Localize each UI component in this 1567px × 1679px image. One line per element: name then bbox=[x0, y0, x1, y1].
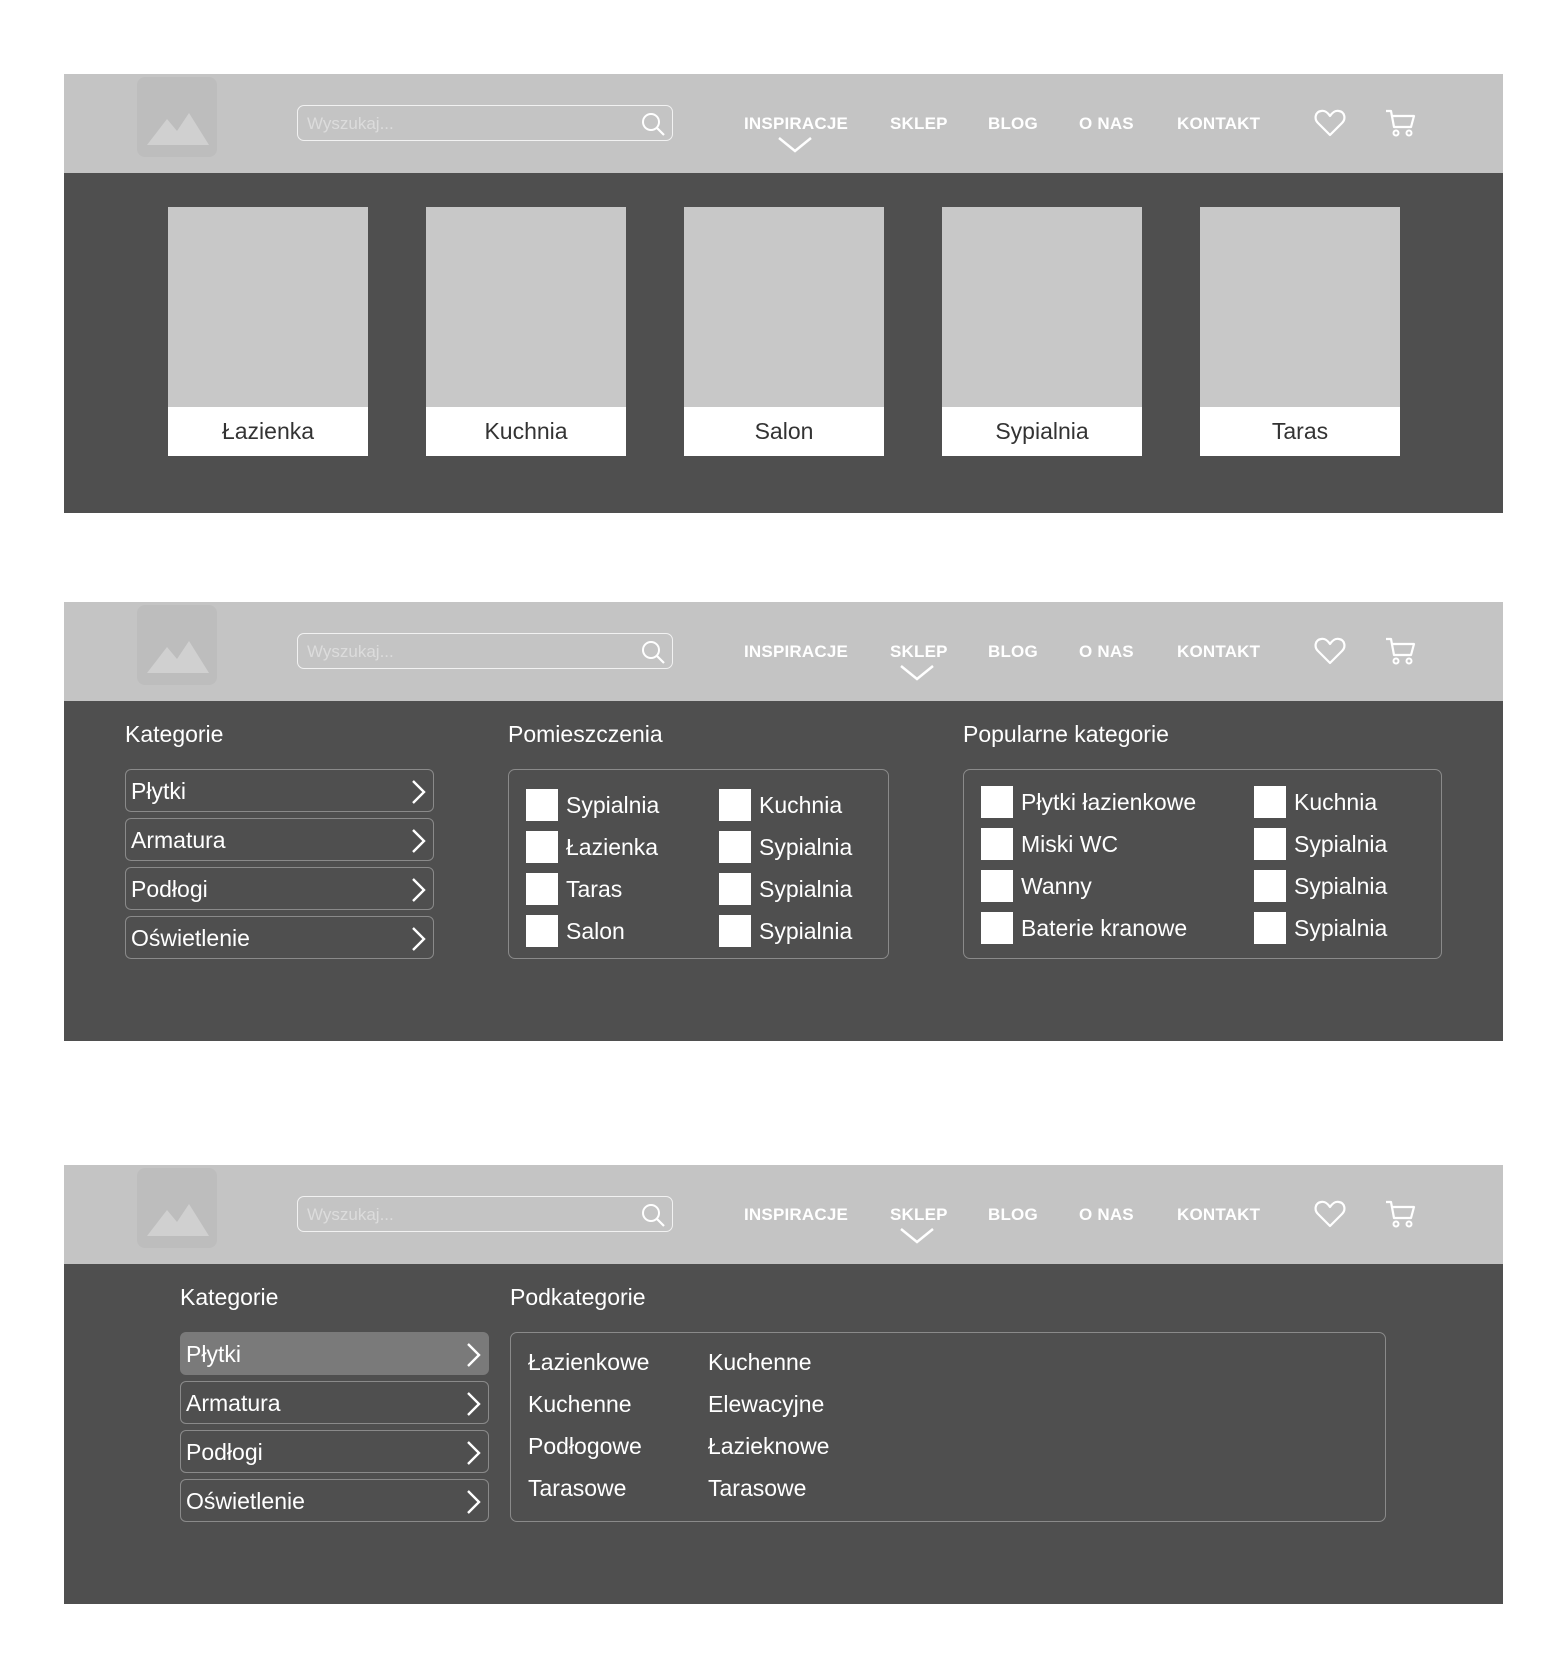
rooms-filter-box bbox=[508, 769, 889, 959]
checkbox[interactable] bbox=[719, 789, 751, 821]
categories-heading: Kategorie bbox=[180, 1284, 279, 1310]
subcategory-link[interactable]: Tarasowe bbox=[708, 1475, 807, 1501]
room-card-lazienka[interactable] bbox=[168, 207, 368, 456]
checkbox[interactable] bbox=[1254, 828, 1286, 860]
search-input[interactable] bbox=[305, 1197, 639, 1232]
nav-kontakt[interactable]: KONTAKT bbox=[1177, 642, 1261, 661]
checkbox[interactable] bbox=[719, 915, 751, 947]
category-label: Podłogi bbox=[131, 876, 208, 902]
room-card-kuchnia[interactable] bbox=[426, 207, 626, 456]
checkbox[interactable] bbox=[981, 912, 1013, 944]
logo-placeholder-icon[interactable] bbox=[137, 1168, 217, 1248]
room-option-label: Taras bbox=[566, 876, 623, 902]
popular-option-label: Kuchnia bbox=[1294, 789, 1378, 815]
chevron-down-icon bbox=[899, 1227, 935, 1245]
logo-placeholder-icon[interactable] bbox=[137, 605, 217, 685]
checkbox[interactable] bbox=[981, 828, 1013, 860]
category-item-oswietlenie[interactable] bbox=[180, 1479, 489, 1522]
nav-blog[interactable]: BLOG bbox=[988, 642, 1038, 661]
chevron-down-icon bbox=[777, 136, 813, 154]
nav-blog[interactable]: BLOG bbox=[988, 1205, 1038, 1224]
search-icon[interactable] bbox=[640, 1202, 666, 1228]
chevron-right-icon bbox=[465, 1342, 481, 1368]
nav-sklep[interactable]: SKLEP bbox=[890, 642, 948, 661]
nav-blog[interactable]: BLOG bbox=[988, 114, 1038, 133]
subcategory-link[interactable]: Podłogowe bbox=[528, 1433, 642, 1459]
room-image bbox=[684, 207, 884, 407]
checkbox[interactable] bbox=[526, 789, 558, 821]
category-label: Oświetlenie bbox=[186, 1488, 305, 1514]
nav-inspiracje[interactable]: INSPIRACJE bbox=[744, 1205, 849, 1224]
popular-option-label: Baterie kranowe bbox=[1021, 915, 1188, 941]
category-label: Oświetlenie bbox=[131, 925, 250, 951]
checkbox[interactable] bbox=[526, 915, 558, 947]
popular-option-label: Płytki łazienkowe bbox=[1021, 789, 1197, 815]
chevron-right-icon bbox=[410, 779, 426, 805]
category-label: Płytki bbox=[186, 1341, 241, 1367]
room-label: Taras bbox=[1200, 407, 1400, 456]
nav-sklep[interactable]: SKLEP bbox=[890, 114, 948, 133]
category-item-plytki[interactable] bbox=[125, 769, 434, 812]
site-header bbox=[64, 1165, 1503, 1264]
room-label: Kuchnia bbox=[426, 407, 626, 456]
category-item-oswietlenie[interactable] bbox=[125, 916, 434, 959]
room-card-sypialnia[interactable] bbox=[942, 207, 1142, 456]
chevron-down-icon bbox=[899, 664, 935, 682]
sklep-subcategory-dropdown bbox=[64, 1264, 1503, 1604]
chevron-right-icon bbox=[465, 1440, 481, 1466]
popular-option-label: Wanny bbox=[1021, 873, 1092, 899]
checkbox[interactable] bbox=[981, 870, 1013, 902]
category-label: Podłogi bbox=[186, 1439, 263, 1465]
room-option-label: Sypialnia bbox=[759, 918, 853, 944]
mockup-sklep-subcategories bbox=[64, 1165, 1503, 1604]
room-card-salon[interactable] bbox=[684, 207, 884, 456]
subcategory-link[interactable]: Elewacyjne bbox=[708, 1391, 825, 1417]
subcategories-box bbox=[510, 1332, 1386, 1522]
chevron-right-icon bbox=[465, 1489, 481, 1515]
inspiracje-dropdown bbox=[64, 173, 1503, 513]
category-item-armatura[interactable] bbox=[180, 1381, 489, 1424]
search-input[interactable] bbox=[305, 634, 639, 669]
category-item-plytki[interactable] bbox=[180, 1332, 489, 1375]
checkbox[interactable] bbox=[719, 831, 751, 863]
popular-heading: Popularne kategorie bbox=[963, 721, 1169, 747]
room-image bbox=[1200, 207, 1400, 407]
popular-option-label: Sypialnia bbox=[1294, 831, 1388, 857]
checkbox[interactable] bbox=[1254, 912, 1286, 944]
cart-icon[interactable] bbox=[1384, 108, 1416, 138]
checkbox[interactable] bbox=[981, 786, 1013, 818]
nav-kontakt[interactable]: KONTAKT bbox=[1177, 1205, 1261, 1224]
room-card-taras[interactable] bbox=[1200, 207, 1400, 456]
nav-sklep[interactable]: SKLEP bbox=[890, 1205, 948, 1224]
category-item-armatura[interactable] bbox=[125, 818, 434, 861]
subcategory-link[interactable]: Tarasowe bbox=[528, 1475, 627, 1501]
heart-icon[interactable] bbox=[1314, 1199, 1346, 1229]
nav-inspiracje[interactable]: INSPIRACJE bbox=[744, 642, 849, 661]
categories-heading: Kategorie bbox=[125, 721, 224, 747]
nav-inspiracje[interactable]: INSPIRACJE bbox=[744, 114, 849, 133]
mockup-sklep-filters bbox=[64, 602, 1503, 1041]
search-input[interactable] bbox=[305, 106, 639, 141]
heart-icon[interactable] bbox=[1314, 636, 1346, 666]
nav-o-nas[interactable]: O NAS bbox=[1079, 642, 1134, 661]
subcategories-heading: Podkategorie bbox=[510, 1284, 646, 1310]
nav-kontakt[interactable]: KONTAKT bbox=[1177, 114, 1261, 133]
subcategory-link[interactable]: Kuchenne bbox=[528, 1391, 632, 1417]
nav-o-nas[interactable]: O NAS bbox=[1079, 1205, 1134, 1224]
category-label: Armatura bbox=[186, 1390, 281, 1416]
heart-icon[interactable] bbox=[1314, 108, 1346, 138]
popular-option-label: Miski WC bbox=[1021, 831, 1119, 857]
cart-icon[interactable] bbox=[1384, 1199, 1416, 1229]
room-option-label: Sypialnia bbox=[759, 834, 853, 860]
search-icon[interactable] bbox=[640, 111, 666, 137]
room-image bbox=[168, 207, 368, 407]
checkbox[interactable] bbox=[1254, 786, 1286, 818]
subcategory-link[interactable]: Łazienkowe bbox=[528, 1349, 650, 1375]
sklep-dropdown bbox=[64, 701, 1503, 1041]
room-option-label: Sypialnia bbox=[566, 792, 660, 818]
checkbox[interactable] bbox=[1254, 870, 1286, 902]
room-label: Salon bbox=[684, 407, 884, 456]
checkbox[interactable] bbox=[526, 831, 558, 863]
room-option-label: Łazienka bbox=[566, 834, 659, 860]
search-box bbox=[297, 1196, 673, 1232]
search-icon[interactable] bbox=[640, 639, 666, 665]
popular-option-label: Sypialnia bbox=[1294, 915, 1388, 941]
cart-icon[interactable] bbox=[1384, 636, 1416, 666]
chevron-right-icon bbox=[465, 1391, 481, 1417]
room-image bbox=[426, 207, 626, 407]
category-item-podlogi[interactable] bbox=[180, 1430, 489, 1473]
chevron-right-icon bbox=[410, 926, 426, 952]
popular-option-label: Sypialnia bbox=[1294, 873, 1388, 899]
room-option-label: Salon bbox=[566, 918, 625, 944]
subcategory-link[interactable]: Łazieknowe bbox=[708, 1433, 830, 1459]
site-header bbox=[64, 602, 1503, 701]
popular-filter-box bbox=[963, 769, 1442, 959]
checkbox[interactable] bbox=[719, 873, 751, 905]
room-option-label: Kuchnia bbox=[759, 792, 843, 818]
mockup-inspiracje bbox=[64, 74, 1503, 513]
rooms-heading: Pomieszczenia bbox=[508, 721, 663, 747]
room-image bbox=[942, 207, 1142, 407]
chevron-right-icon bbox=[410, 877, 426, 903]
search-box bbox=[297, 105, 673, 141]
chevron-right-icon bbox=[410, 828, 426, 854]
logo-placeholder-icon[interactable] bbox=[137, 77, 217, 157]
site-header bbox=[64, 74, 1503, 173]
checkbox[interactable] bbox=[526, 873, 558, 905]
room-option-label: Sypialnia bbox=[759, 876, 853, 902]
subcategory-link[interactable]: Kuchenne bbox=[708, 1349, 812, 1375]
category-item-podlogi[interactable] bbox=[125, 867, 434, 910]
search-box bbox=[297, 633, 673, 669]
room-label: Sypialnia bbox=[942, 407, 1142, 456]
category-label: Armatura bbox=[131, 827, 226, 853]
room-label: Łazienka bbox=[168, 407, 368, 456]
nav-o-nas[interactable]: O NAS bbox=[1079, 114, 1134, 133]
category-label: Płytki bbox=[131, 778, 186, 804]
